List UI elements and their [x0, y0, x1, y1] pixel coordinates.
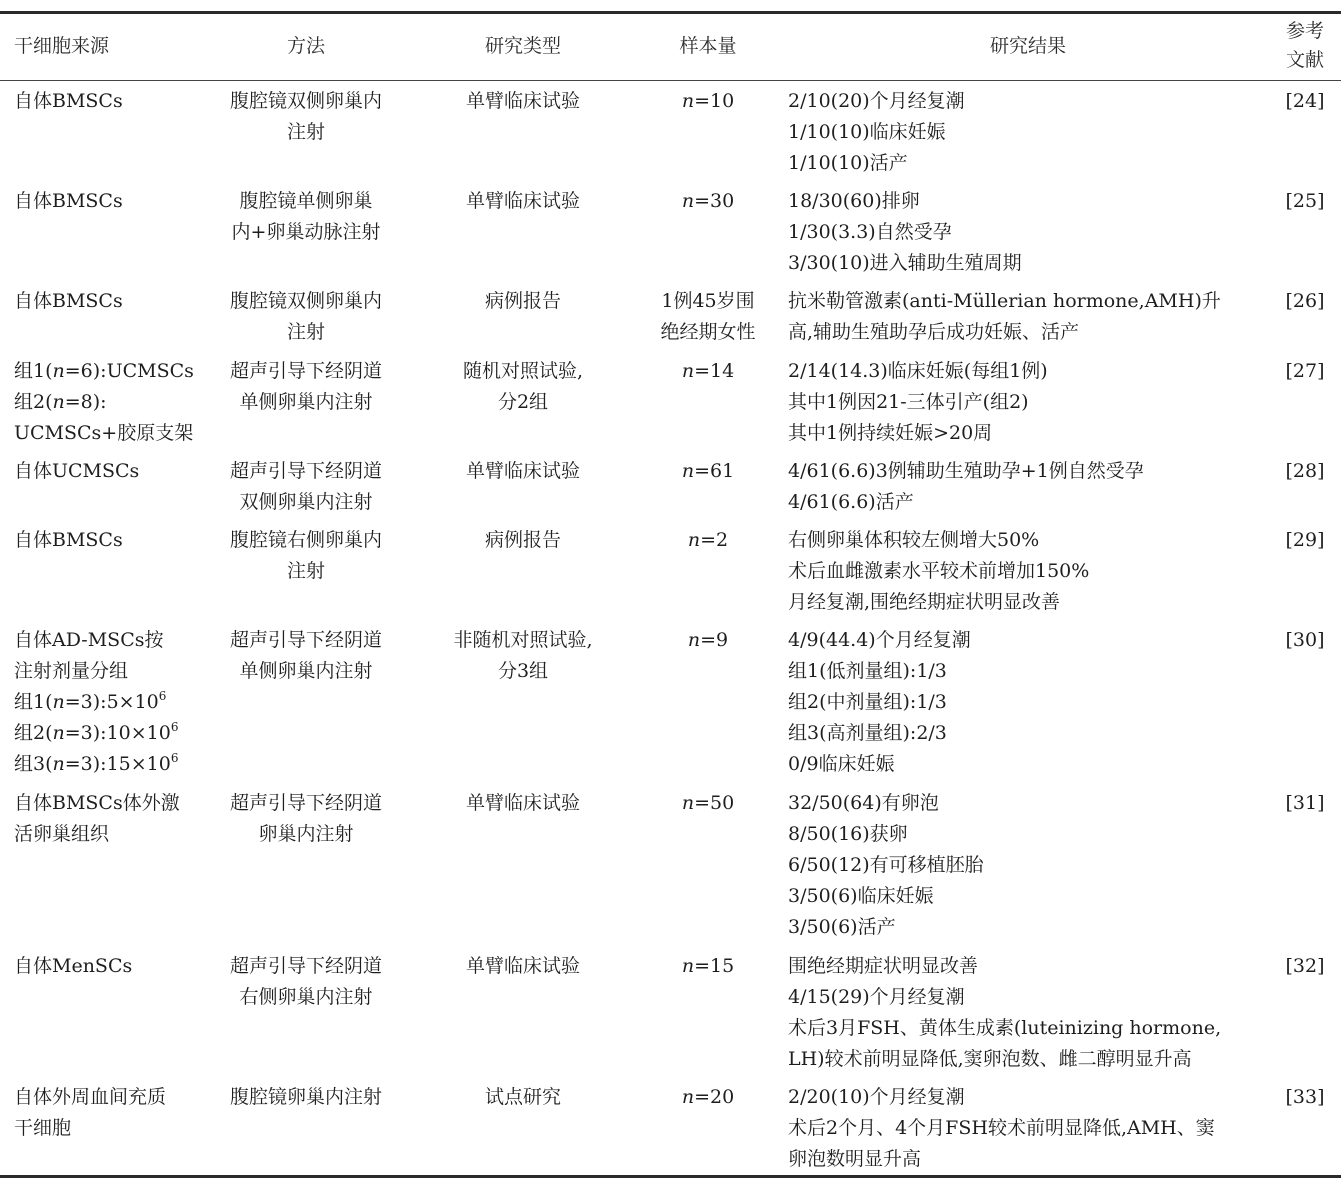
cell-result: 右侧卵巢体积较左侧增大50% 术后血雌激素水平较术前增加150% 月经复潮,围绝经期症状明显改善: [788, 529, 1090, 613]
cell-reference: [33]: [1285, 1086, 1325, 1108]
cell-study-type: 单臂临床试验: [465, 190, 580, 212]
cell-reference: [29]: [1285, 529, 1325, 551]
cell-reference: [30]: [1285, 629, 1325, 651]
cell-method: 腹腔镜右侧卵巢内 注射: [229, 529, 382, 582]
cell-source: 自体BMSCs: [14, 529, 123, 551]
table-top-rule: [0, 11, 1341, 14]
cell-source: 自体BMSCs: [14, 90, 123, 112]
cell-reference: [28]: [1285, 460, 1325, 482]
cell-sample-size: n=50: [681, 792, 735, 814]
cell-sample-size: n=2: [687, 529, 729, 551]
cell-source: 组1(n=6):UCMSCs 组2(n=8): UCMSCs+胶原支架: [14, 360, 194, 444]
cell-method: 超声引导下经阴道 单侧卵巢内注射: [229, 360, 382, 413]
cell-result: 2/20(10)个月经复潮 术后2个月、4个月FSH较术前明显降低,AMH、窦 卵泡数明显升高: [788, 1086, 1215, 1170]
cell-study-type: 随机对照试验, 分2组: [462, 360, 584, 413]
cell-method: 腹腔镜卵巢内注射: [229, 1086, 382, 1108]
cell-method: 超声引导下经阴道 单侧卵巢内注射: [229, 629, 382, 682]
cell-method: 腹腔镜双侧卵巢内 注射: [229, 290, 382, 343]
cell-study-type: 病例报告: [484, 529, 561, 551]
cell-study-type: 单臂临床试验: [465, 955, 580, 977]
cell-method: 超声引导下经阴道 双侧卵巢内注射: [229, 460, 382, 513]
cell-sample-size: n=61: [681, 460, 735, 482]
cell-source: 自体BMSCs体外激 活卵巢组织: [14, 792, 180, 845]
header-study-type: 研究类型: [484, 35, 561, 57]
table-bottom-rule: [0, 1175, 1341, 1178]
cell-result: 抗米勒管激素(anti-Müllerian hormone,AMH)升 高,辅助生殖助孕后成功妊娠、活产: [788, 290, 1221, 343]
cell-reference: [27]: [1285, 360, 1325, 382]
cell-sample-size: n=14: [681, 360, 735, 382]
cell-study-type: 非随机对照试验, 分3组: [453, 629, 593, 682]
cell-reference: [24]: [1285, 90, 1325, 112]
cell-result: 32/50(64)有卵泡 8/50(16)获卵 6/50(12)有可移植胚胎 3/50(6)临床妊娠 3/50(6)活产: [788, 792, 984, 938]
cell-study-type: 病例报告: [484, 290, 561, 312]
cell-source: 自体UCMSCs: [14, 460, 140, 482]
table-header-rule: [0, 80, 1341, 81]
cell-source: 自体BMSCs: [14, 290, 123, 312]
cell-method: 腹腔镜单侧卵巢 内+卵巢动脉注射: [231, 190, 381, 243]
cell-sample-size: n=20: [681, 1086, 735, 1108]
cell-reference: [31]: [1285, 792, 1325, 814]
cell-source: 自体BMSCs: [14, 190, 123, 212]
cell-study-type: 单臂临床试验: [465, 792, 580, 814]
cell-study-type: 单臂临床试验: [465, 90, 580, 112]
header-result: 研究结果: [989, 35, 1066, 57]
cell-sample-size: 1例45岁围 绝经期女性: [660, 290, 756, 343]
cell-source: 自体AD-MSCs按 注射剂量分组 组$1(n=3):5\times 10^6$ 组$2(n=3):10\times 10^6$ 组$3(n=3):15\times 10^6$: [14, 629, 179, 775]
cell-study-type: 单臂临床试验: [465, 460, 580, 482]
cell-sample-size: n=30: [681, 190, 735, 212]
cell-sample-size: n=9: [687, 629, 729, 651]
cell-result: 2/10(20)个月经复潮 1/10(10)临床妊娠 1/10(10)活产: [788, 90, 965, 174]
cell-reference: [26]: [1285, 290, 1325, 312]
cell-sample-size: n=15: [681, 955, 735, 977]
cell-study-type: 试点研究: [484, 1086, 561, 1108]
header-method: 方法: [286, 35, 325, 57]
cell-result: 4/61(6.6)3例辅助生殖助孕+1例自然受孕 4/61(6.6)活产: [788, 460, 1144, 513]
cell-sample-size: n=10: [681, 90, 735, 112]
cell-result: 18/30(60)排卵 1/30(3.3)自然受孕 3/30(10)进入辅助生殖周期: [788, 190, 1022, 274]
cell-method: 超声引导下经阴道 卵巢内注射: [229, 792, 382, 845]
header-sample-size: 样本量: [679, 35, 737, 57]
cell-result: 围绝经期症状明显改善 4/15(29)个月经复潮 术后3月FSH、黄体生成素(luteinizing hormone, LH)较术前明显降低,窦卵泡数、雌二醇明显升高: [788, 955, 1222, 1070]
cell-reference: [32]: [1285, 955, 1325, 977]
cell-reference: [25]: [1285, 190, 1325, 212]
cell-result: 4/9(44.4)个月经复潮 组1(低剂量组):1/3 组2(中剂量组):1/3 组3(高剂量组):2/3 0/9临床妊娠: [788, 629, 971, 775]
cell-result: 2/14(14.3)临床妊娠(每组1例) 其中1例因21-三体引产(组2) 其中1例持续妊娠>20周: [788, 360, 1048, 444]
cell-method: 超声引导下经阴道 右侧卵巢内注射: [229, 955, 382, 1008]
cell-source: 自体外周血间充质 干细胞: [14, 1086, 167, 1139]
cell-method: 腹腔镜双侧卵巢内 注射: [229, 90, 382, 143]
header-source: 干细胞来源: [14, 35, 110, 57]
header-reference: 参考 文献: [1285, 20, 1324, 71]
cell-source: 自体MenSCs: [14, 955, 133, 977]
